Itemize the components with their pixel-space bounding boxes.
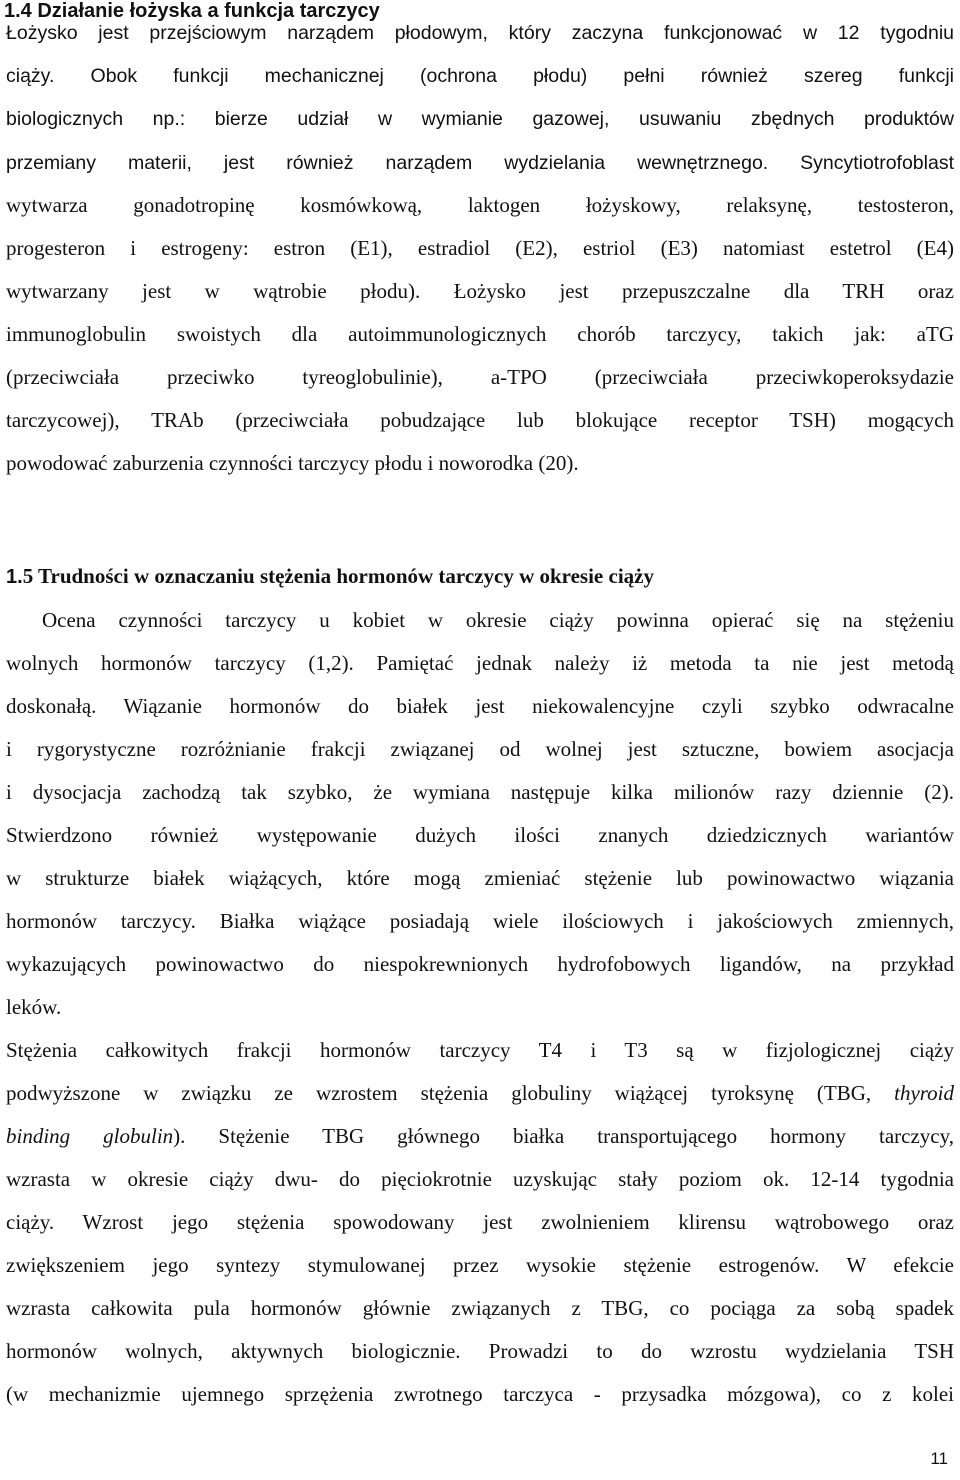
paragraph-line: Łożysko jest przejściowym narządem płodowym, który zaczyna funkcjonować w 12 tygodniu	[6, 22, 954, 44]
paragraph-line: i dysocjacja zachodzą tak szybko, że wymiana następuje kilka milionów razy dziennie (2).	[6, 780, 954, 804]
heading-part: 5 Trudności w oznaczaniu stężenia hormonów tarczycy w okresie ciąży	[22, 564, 654, 588]
paragraph-line: wzrasta całkowita pula hormonów głównie związanych z TBG, co pociąga za sobą spadek	[6, 1296, 954, 1320]
paragraph-line-part: przemiany materii, jest również narządem wydzielania wewnętrznego.	[6, 152, 769, 174]
paragraph-line: zwiększeniem jego syntezy stymulowanej przez wysokie stężenie estrogenów. W efekcie	[6, 1253, 954, 1277]
paragraph-line: Stężenia całkowitych frakcji hormonów tarczycy T4 i T3 są w fizjologicznej ciąży	[6, 1038, 954, 1062]
section-heading	[6, 561, 654, 591]
paragraph-line: i rygorystyczne rozróżnianie frakcji związanej od wolnej jest sztuczne, bowiem asocjacja	[6, 737, 954, 761]
heading-part: 1.	[6, 566, 23, 588]
paragraph-line: Ocena czynności tarczycy u kobiet w okresie ciąży powinna opierać się na stężeniu	[42, 608, 954, 632]
paragraph-line: tarczycowej), TRAb (przeciwciała pobudzające lub blokujące receptor TSH) mogących	[6, 408, 954, 432]
paragraph-line	[6, 1121, 954, 1151]
paragraph-line	[6, 147, 954, 177]
section-heading: 1.4 Działanie łożyska a funkcja tarczycy	[4, 0, 380, 22]
paragraph-line-part: Łożysko jest przepuszczalne dla TRH oraz	[453, 279, 954, 303]
paragraph-line: biologicznych np.: bierze udział w wymianie gazowej, usuwaniu zbędnych produktów	[6, 108, 954, 130]
paragraph-line: doskonałą. Wiązanie hormonów do białek jest niekowalencyjne czyli szybko odwracalne	[6, 694, 954, 718]
paragraph-line: leków.	[6, 995, 62, 1019]
paragraph-line-part: Syncytiotrofoblast	[800, 152, 954, 174]
paragraph-line-part: ). Stężenie TBG głównego białka transportującego hormony tarczycy,	[173, 1124, 954, 1148]
paragraph-line: ciąży. Obok funkcji mechanicznej (ochrona płodu) pełni również szereg funkcji	[6, 65, 954, 87]
paragraph-line-part: podwyższone w związku ze wzrostem stężenia globuliny wiążącej tyroksynę (TBG,	[6, 1081, 872, 1105]
paragraph-line-italic: binding globulin	[6, 1124, 174, 1148]
paragraph-line: (przeciwciała przeciwko tyreoglobulinie), a-TPO (przeciwciała przeciwkoperoksydazie	[6, 365, 954, 389]
paragraph-line: Stwierdzono również występowanie dużych ilości znanych dziedzicznych wariantów	[6, 823, 954, 847]
paragraph-line-part: wytwarzany jest w wątrobie płodu).	[6, 279, 421, 303]
paragraph-line: wolnych hormonów tarczycy (1,2). Pamiętać jednak należy iż metoda ta nie jest metodą	[6, 651, 954, 675]
paragraph-line: powodować zaburzenia czynności tarczycy płodu i noworodka (20).	[6, 451, 579, 475]
paragraph-line: wzrasta w okresie ciąży dwu- do pięciokrotnie uzyskując stały poziom ok. 12-14 tygodnia	[6, 1167, 954, 1191]
paragraph-line: hormonów tarczycy. Białka wiążące posiadają wiele ilościowych i jakościowych zmiennych,	[6, 909, 954, 933]
paragraph-line: (w mechanizmie ujemnego sprzężenia zwrotnego tarczyca - przysadka mózgowa), co z kolei	[6, 1382, 954, 1406]
paragraph-line: wytwarza gonadotropinę kosmówkową, laktogen łożyskowy, relaksynę, testosteron,	[6, 193, 954, 217]
paragraph-line: progesteron i estrogeny: estron (E1), estradiol (E2), estriol (E3) natomiast estetrol (E4)	[6, 236, 954, 260]
paragraph-line-italic: thyroid	[894, 1081, 954, 1105]
paragraph-line: wykazujących powinowactwo do niespokrewnionych hydrofobowych ligandów, na przykład	[6, 952, 954, 976]
paragraph-line: immunoglobulin swoistych dla autoimmunologicznych chorób tarczycy, takich jak: aTG	[6, 322, 954, 346]
paragraph-line: hormonów wolnych, aktywnych biologicznie. Prowadzi to do wzrostu wydzielania TSH	[6, 1339, 954, 1363]
paragraph-line: w strukturze białek wiążących, które mogą zmieniać stężenie lub powinowactwo wiązania	[6, 866, 954, 890]
paragraph-line	[6, 276, 954, 306]
paragraph-line	[6, 1078, 954, 1108]
page-number: 11	[930, 1449, 948, 1468]
paragraph-line: ciąży. Wzrost jego stężenia spowodowany jest zwolnieniem klirensu wątrobowego oraz	[6, 1210, 954, 1234]
